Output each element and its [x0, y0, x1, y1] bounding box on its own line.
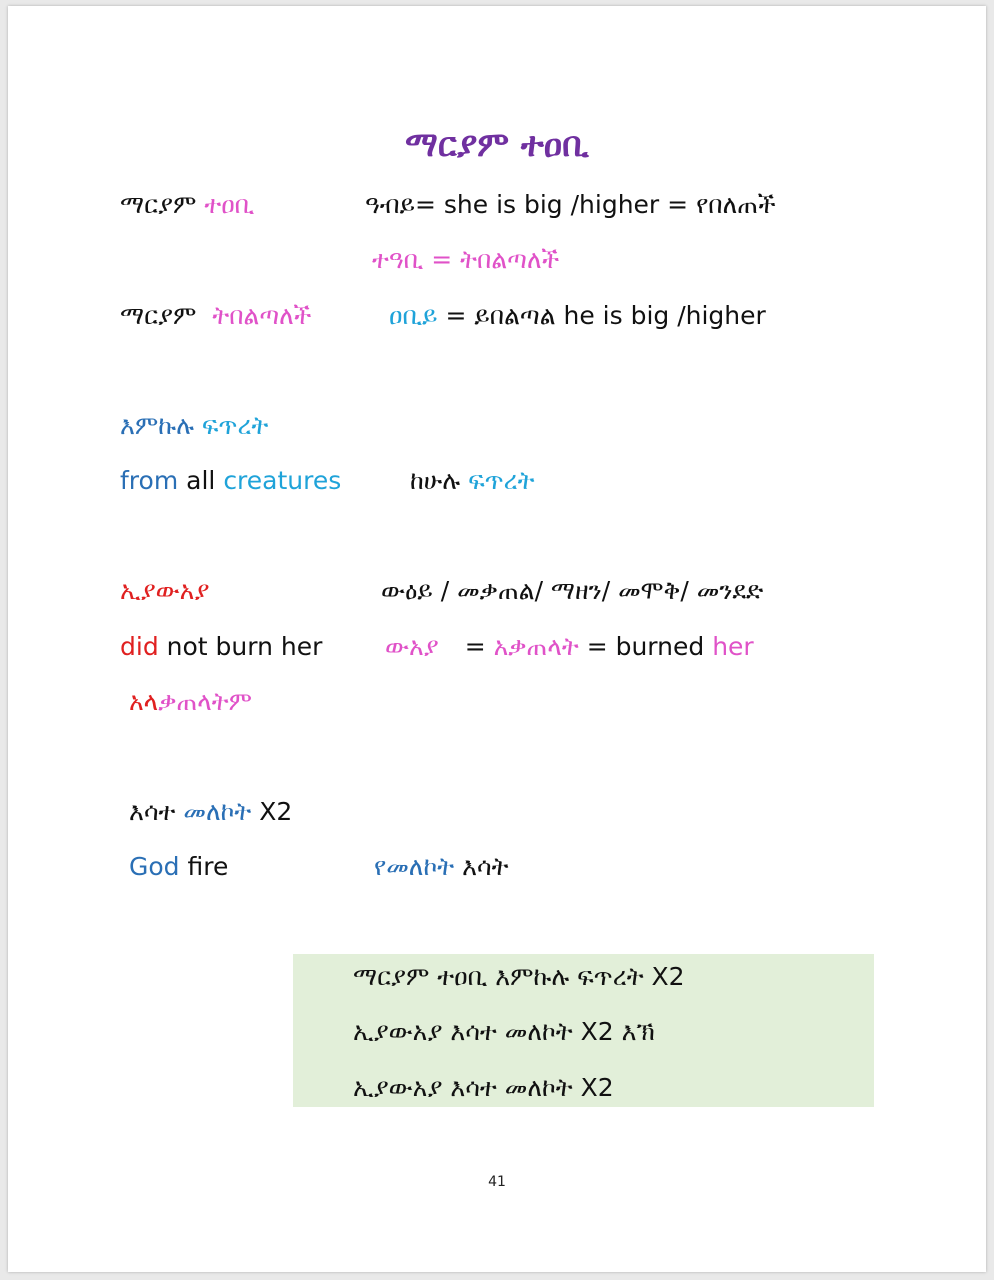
s2-line2-right	[410, 465, 535, 497]
word-did: did	[120, 632, 159, 661]
chorus-line-2: ኢያውአያ እሳተ መለኮት X2 እኽ	[353, 1017, 655, 1046]
word-fitret-2: ፍጥረት	[468, 466, 535, 495]
s1-line3-right	[389, 300, 766, 332]
word-creatures: creatures	[223, 466, 342, 495]
word-god: God	[129, 852, 180, 881]
word-emkulu: እምኩሉ	[120, 411, 194, 440]
s4-line2-right	[374, 851, 509, 883]
s1-line1-right	[365, 189, 776, 221]
phrase-burned: = burned	[586, 632, 705, 661]
word-aqatelat: አቃጠላት	[493, 632, 579, 661]
word-fitret: ፍጥረት	[201, 411, 269, 440]
word-yemelekot: የመለኮት	[374, 852, 455, 881]
s4-line1	[129, 796, 292, 828]
definition-wiey: ውዕይ / መቃጠል/ ማዘን/ መሞቅ/ መንደድ	[381, 576, 764, 605]
s3-line2-right	[385, 631, 754, 663]
word-from: from	[120, 466, 179, 495]
word-fire: fire	[187, 852, 229, 881]
word-tibeltalech-2: ትበልጣለች	[212, 301, 312, 330]
word-esate: እሳተ	[129, 797, 176, 826]
definition-yibeltal: = ይበልጣል he is big /higher	[445, 301, 766, 330]
word-all: all	[186, 466, 216, 495]
word-esat: እሳት	[462, 852, 509, 881]
chorus-line-1: ማርያም ተዐቢ እምኩሉ ፍጥረት X2	[353, 962, 685, 991]
s1-line2	[372, 244, 559, 276]
word-waya: ውአያ	[385, 632, 439, 661]
s1-line1-left	[120, 189, 254, 221]
s2-line2-left	[120, 465, 341, 497]
s3-line1-left	[120, 575, 209, 607]
s1-line3-left	[120, 300, 311, 332]
word-kehulu: ከሁሉ	[410, 466, 461, 495]
word-her: her	[712, 632, 754, 661]
word-melekot: መለኮት	[183, 797, 252, 826]
page-title: ማርያም ተዐቢ	[405, 125, 589, 165]
word-iyawaya: ኢያውአያ	[120, 576, 210, 605]
word-yebelechech: የበለጠች	[696, 190, 776, 219]
s3-line1-right	[381, 575, 763, 607]
word-teabi: ተዐቢ	[204, 190, 255, 219]
equals-sign: =	[464, 632, 486, 661]
s3-line3	[129, 686, 252, 718]
phrase-not-burn-her: not burn her	[166, 632, 323, 661]
s2-line1	[120, 410, 268, 442]
page-number: 41	[488, 1174, 506, 1190]
word-mariam: ማርያም	[120, 190, 197, 219]
repeat-marker: X2	[259, 797, 293, 826]
word-teabi-2: ተዓቢ	[372, 245, 424, 274]
s4-line2-left	[129, 851, 228, 883]
word-abiy: ዐቢይ	[389, 301, 438, 330]
chorus-line-3: ኢያውአያ እሳተ መለኮት X2	[353, 1073, 614, 1102]
word-qatelatm: ቃጠላትም	[158, 687, 252, 716]
word-ala: አላ	[129, 687, 159, 716]
word-mariam-2: ማርያም	[120, 301, 197, 330]
word-tibeltalech: = ትበልጣለች	[431, 245, 560, 274]
s3-line2-left	[120, 631, 322, 663]
definition-abiy: ዓብይ= she is big /higher =	[365, 190, 689, 219]
